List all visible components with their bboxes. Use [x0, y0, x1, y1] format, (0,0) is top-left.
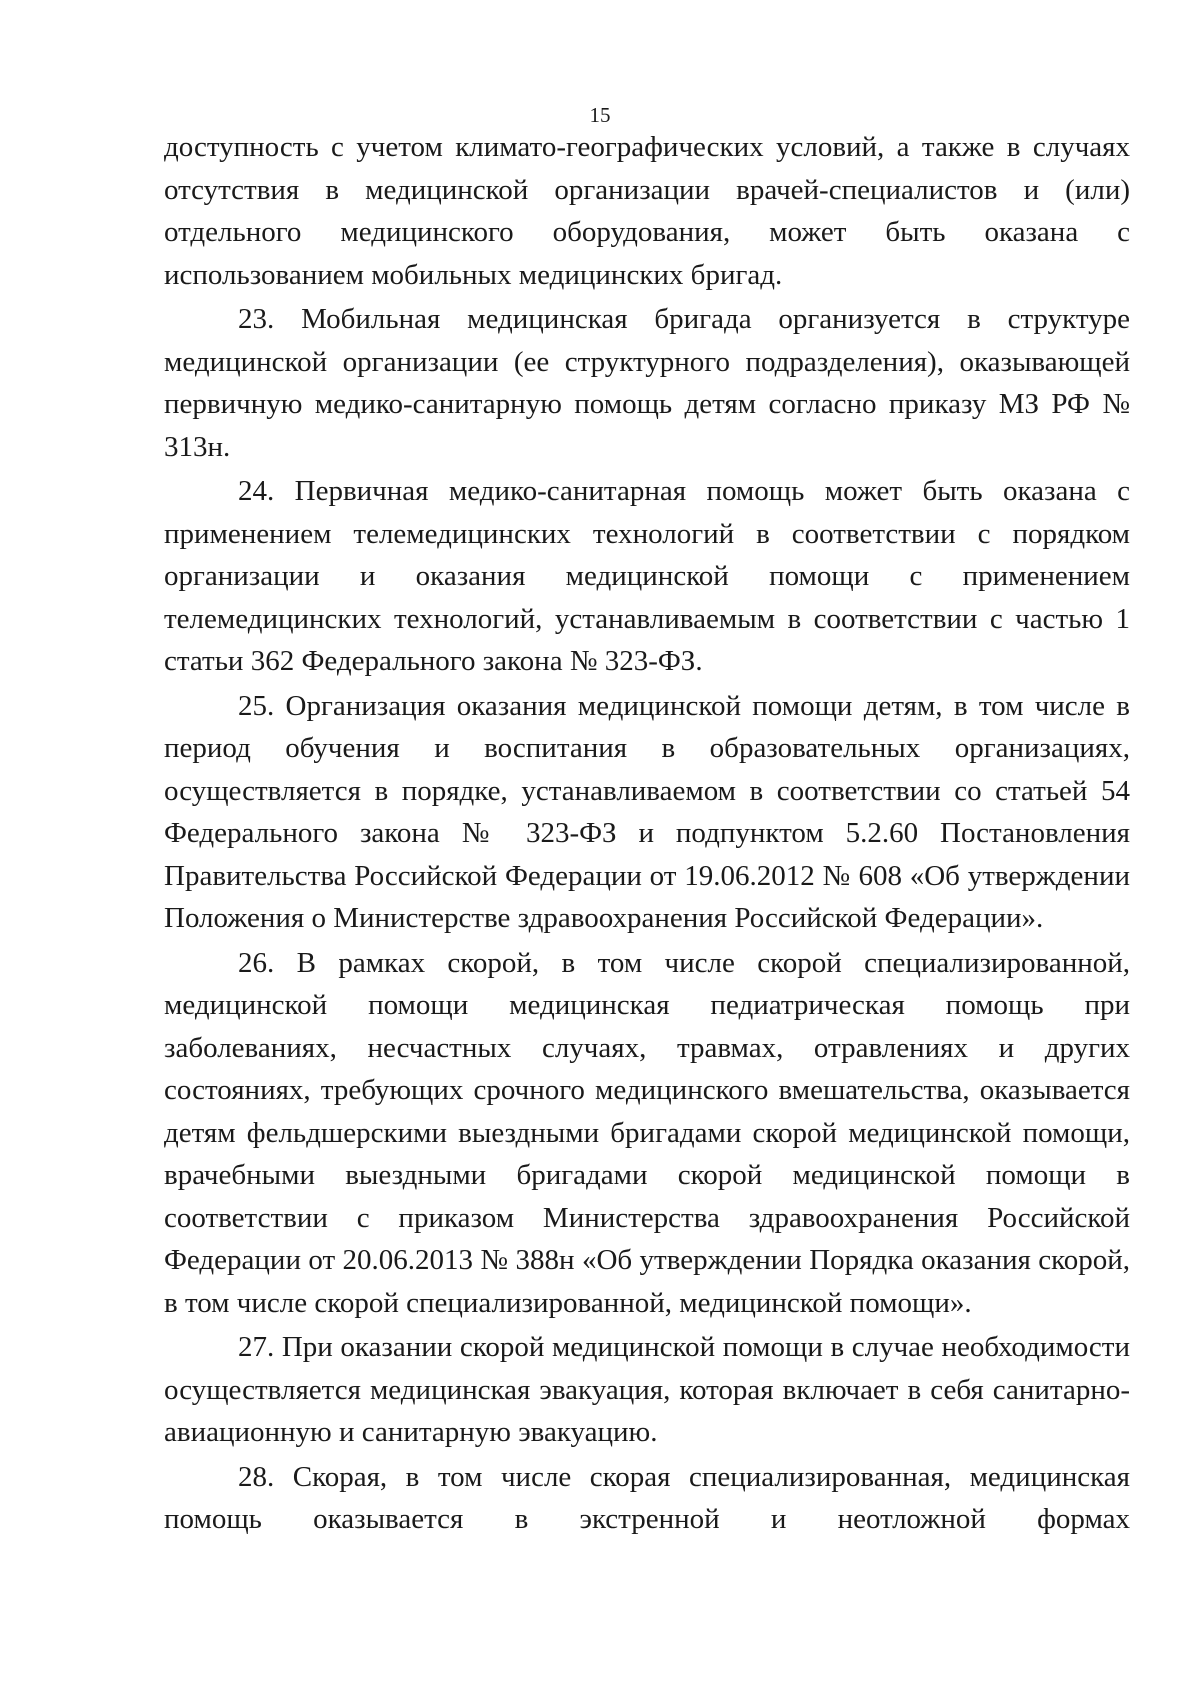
paragraph-24: 24. Первичная медико-санитарная помощь может быть оказана с применением телемедицинских технологий в соответствии с порядком организации и оказания медицинской помощи с применением телемедицинских технологий, устанавливаемым в соответствии с частью 1 статьи 362 Федерального закона № 323-ФЗ. [164, 475, 1130, 677]
paragraph-28: 28. Скорая, в том числе скорая специализированная, медицинская помощь оказывается в экстренной и неотложной формах [164, 1460, 1130, 1535]
document-body [164, 126, 1130, 1541]
paragraph-25: 25. Организация оказания медицинской помощи детям, в том числе в период обучения и воспитания в образовательных организациях, осуществляется в порядке, устанавливаемом в соответствии со статьей 54 Федерального закона № 323-ФЗ и подпунктом 5.2.60 Постановления Правительства Российской Федерации от 19.06.2012 № 608 «Об утверждении Положения о Министерстве здравоохранения Российской Федерации». [164, 689, 1130, 934]
paragraph-26: 26. В рамках скорой, в том числе скорой специализированной, медицинской помощи медицинская педиатрическая помощь при заболеваниях, несчастных случаях, травмах, отравлениях и других состояниях, требующих срочного медицинского вмешательства, оказывается детям фельдшерскими выездными бригадами скорой медицинской помощи, врачебными выездными бригадами скорой медицинской помощи в соответствии с приказом Министерства здравоохранения Российской Федерации от 20.06.2013 № 388н «Об утверждении Порядка оказания скорой, в том числе скорой специализированной, медицинской помощи». [164, 946, 1130, 1319]
paragraph-23: 23. Мобильная медицинская бригада организуется в структуре медицинской организации (ее структурного подразделения), оказывающей первичную медико-санитарную помощь детям согласно приказу МЗ РФ № 313н. [164, 303, 1130, 463]
page-number: 15 [589, 103, 611, 127]
paragraph-27: 27. При оказании скорой медицинской помощи в случае необходимости осуществляется медицинская эвакуация, которая включает в себя санитарно-авиационную и санитарную эвакуацию. [164, 1331, 1130, 1448]
paragraph-continuation: доступность с учетом климато-географических условий, а также в случаях отсутствия в медицинской организации врачей-специалистов и (или) отдельного медицинского оборудования, может быть оказана с использованием мобильных медицинских бригад. [164, 131, 1130, 291]
